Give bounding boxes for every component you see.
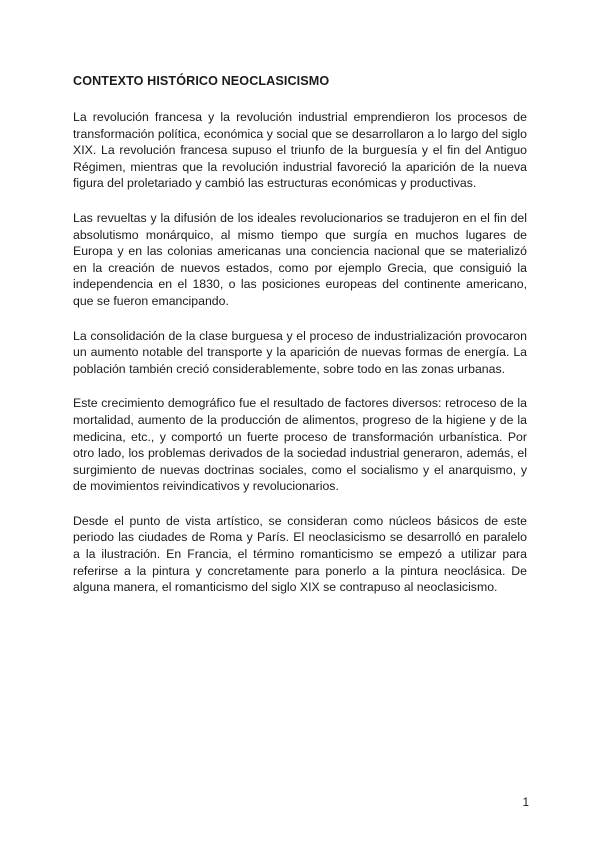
paragraph-1: La revolución francesa y la revolución industrial emprendieron los procesos de transformación política, económica y social que se desarrollaron a lo largo del siglo XIX. La revolución francesa supuso el triunfo de la burguesía y el fin del Antiguo Régimen, mientras que la revolución industrial favoreció la aparición de la nueva figura del proletariado y cambió las estructuras económicas y productivas. [73, 110, 527, 191]
document-body [73, 109, 527, 614]
page-number: 1 [522, 797, 529, 809]
paragraph-3: La consolidación de la clase burguesa y el proceso de industrialización provocaron un aumento notable del transporte y la aparición de nuevas formas de energía. La población también creció considerablemente, sobre todo en las zonas urbanas. [73, 328, 527, 376]
paragraph-2: Las revueltas y la difusión de los ideales revolucionarios se tradujeron en el fin del absolutismo monárquico, al mismo tiempo que surgía en muchos lugares de Europa y en las colonias americanas una conciencia nacional que se materializó en la creación de nuevos estados, como por ejemplo Grecia, que consiguió la independencia en el 1830, o las posiciones europeas del continente americano, que se fueron emancipando. [73, 210, 527, 308]
paragraph-4: Este crecimiento demográfico fue el resultado de factores diversos: retroceso de la mortalidad, aumento de la producción de alimentos, progreso de la higiene y de la medicina, etc., y comportó un fuerte proceso de transformación urbanística. Por otro lado, los problemas derivados de la sociedad industrial generaron, además, el surgimiento de nuevas doctrinas sociales, como el socialismo y el anarquismo, y de movimientos reivindicativos y revolucionarios. [73, 396, 527, 494]
paragraph-5: Desde el punto de vista artístico, se consideran como núcleos básicos de este periodo las ciudades de Roma y París. El neoclasicismo se desarrolló en paralelo a la ilustración. En Francia, el término romanticismo se empezó a utilizar para referirse a la pintura y concretamente para ponerlo a la pintura neoclásica. De alguna manera, el romanticismo del siglo XIX se contrapuso al neoclasicismo. [73, 513, 527, 595]
document-title: CONTEXTO HISTÓRICO NEOCLASICISMO [73, 74, 330, 88]
